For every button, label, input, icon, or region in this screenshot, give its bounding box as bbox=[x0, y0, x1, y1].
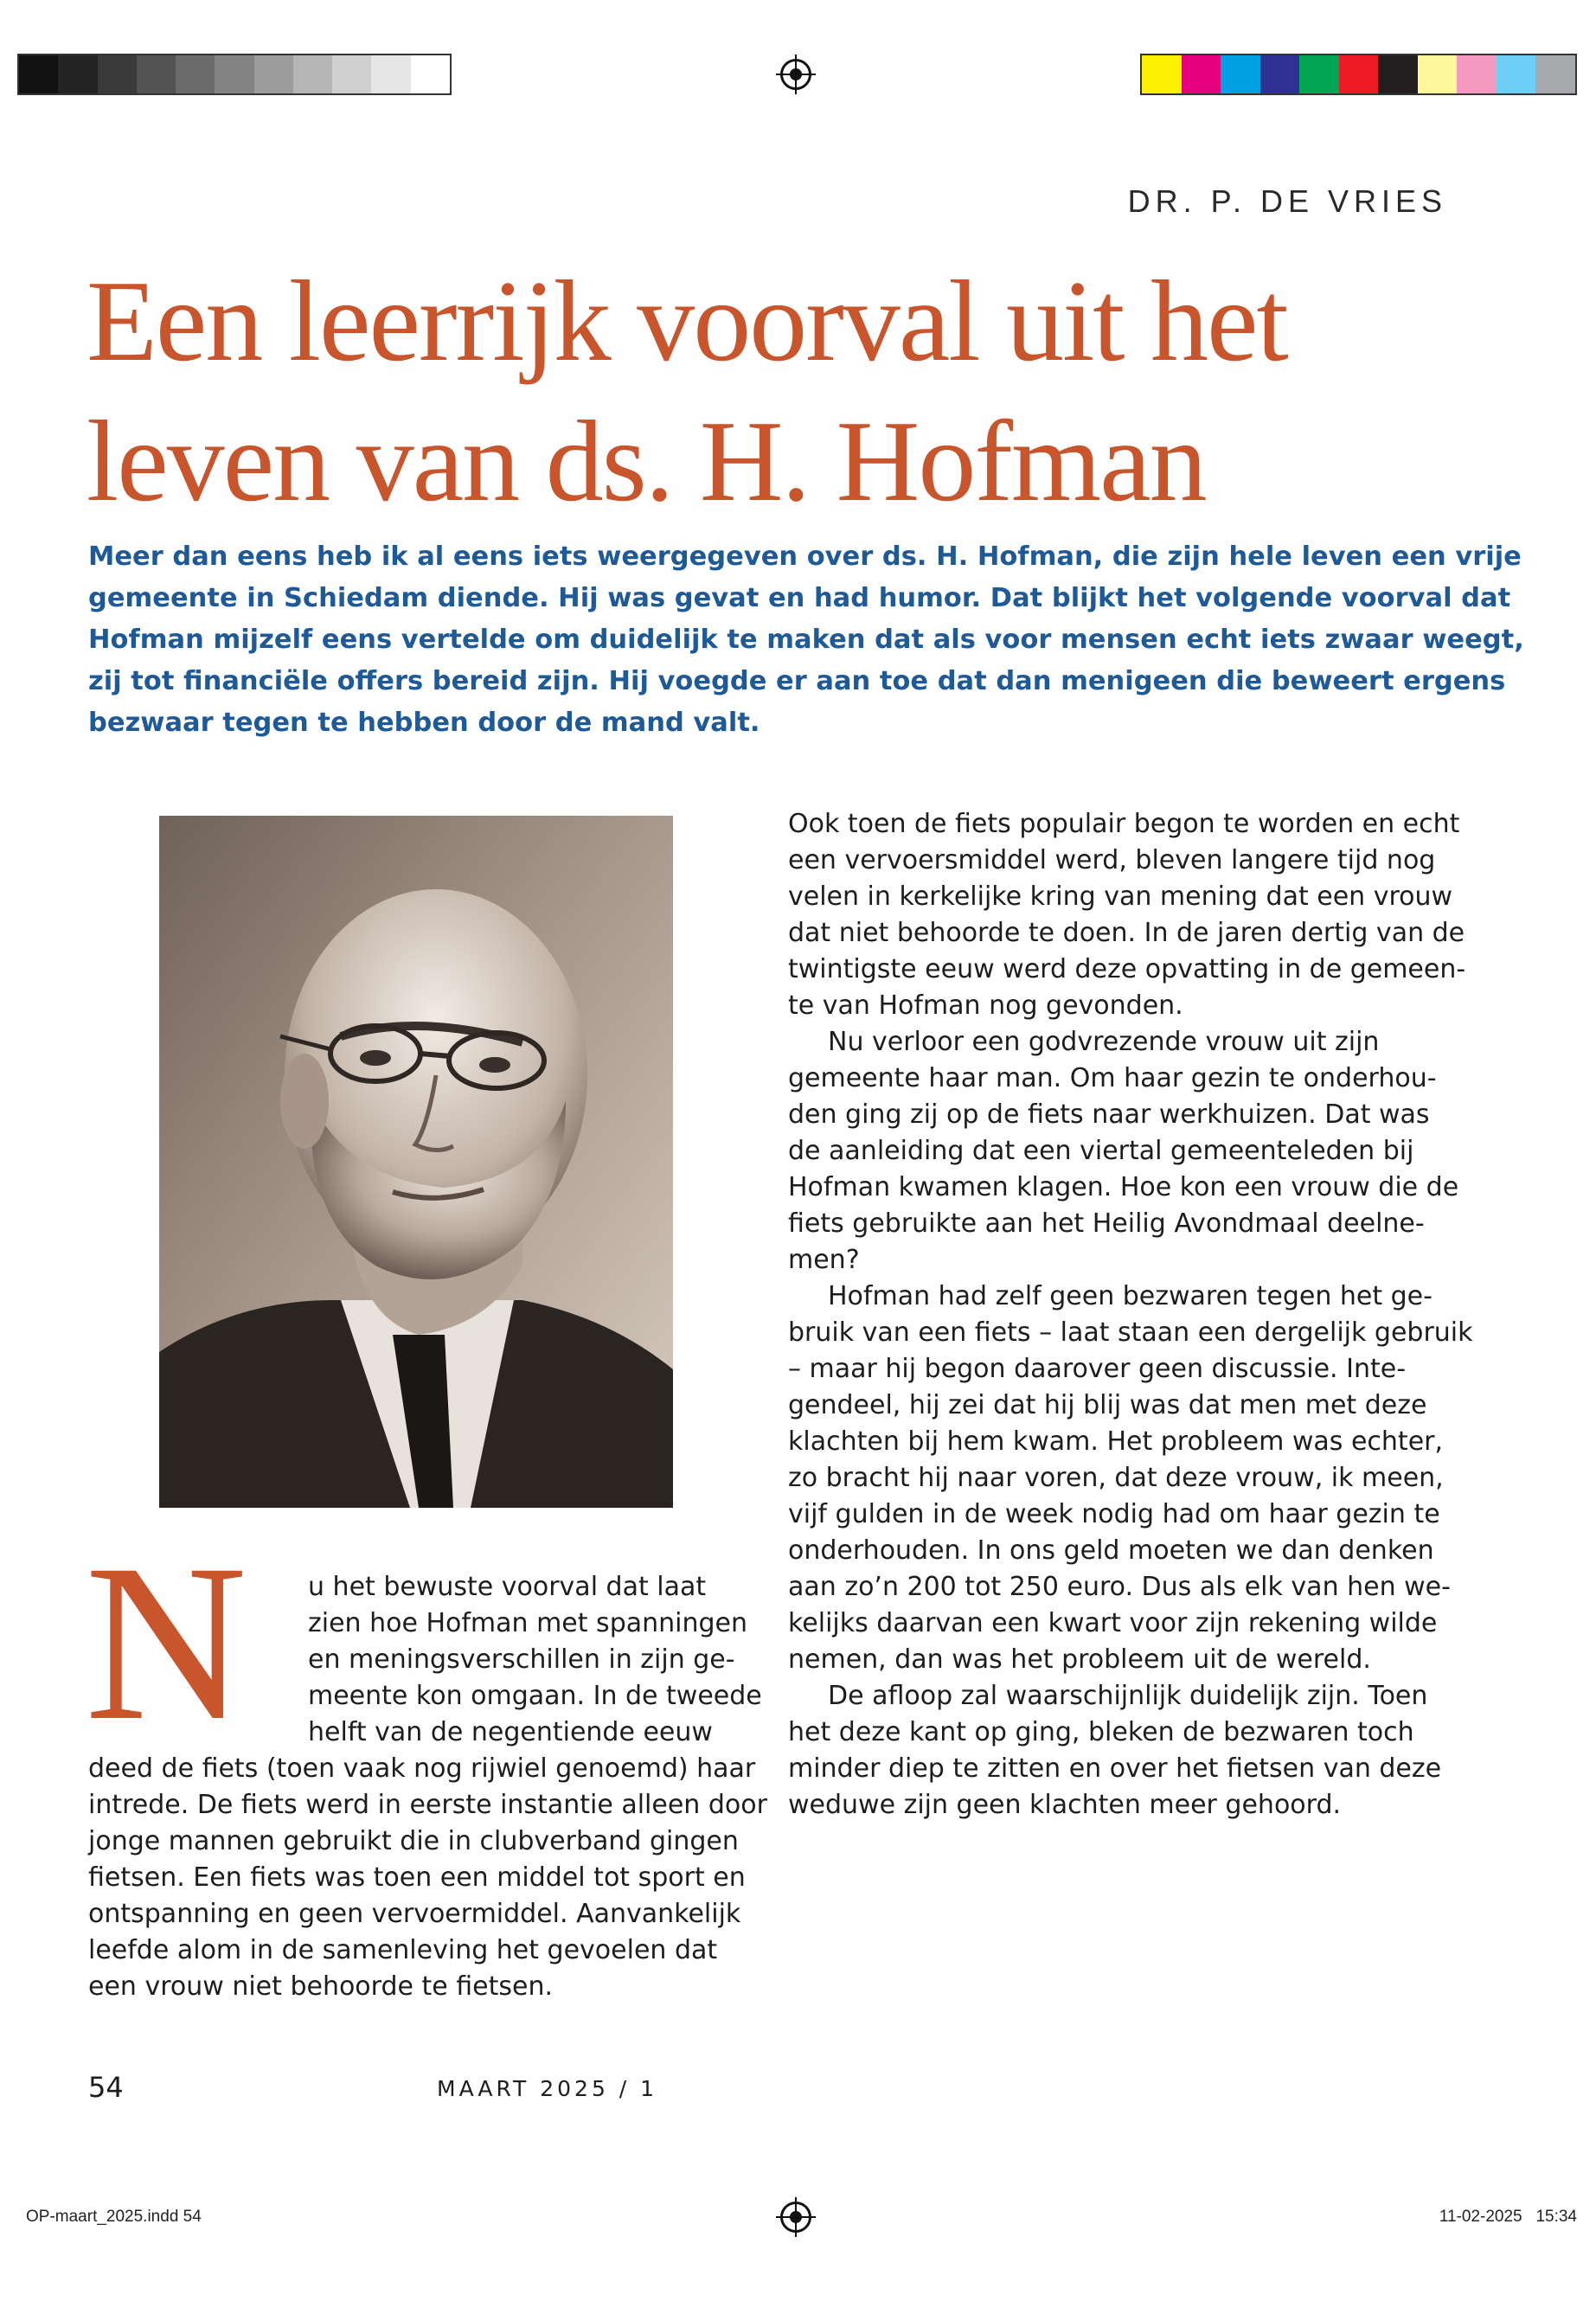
body-line: Nu verloor een godvrezende vrouw uit zijn bbox=[828, 1027, 1380, 1057]
body-line: kelijks daarvan een kwart voor zijn rekening wilde bbox=[788, 1608, 1438, 1638]
body-line: gemeente haar man. Om haar gezin te onderhou- bbox=[788, 1063, 1437, 1093]
body-line: fiets gebruikte aan het Heilig Avondmaal deelne- bbox=[788, 1208, 1425, 1239]
print-slug-file: OP-maart_2025.indd 54 bbox=[26, 2208, 202, 2226]
author-name: DR. P. DE VRIES bbox=[1127, 183, 1447, 219]
body-line: men? bbox=[788, 1245, 860, 1275]
lead-line: zij tot financiële offers bereid zijn. Hij voegde er aan toe dat dan menigeen die beweert ergens bbox=[88, 666, 1506, 696]
body-line: den ging zij op de fiets naar werkhuizen. Dat was bbox=[788, 1099, 1430, 1130]
body-line: Hofman had zelf geen bezwaren tegen het ge- bbox=[828, 1281, 1433, 1311]
body-text-column-1-intro bbox=[308, 1569, 762, 1751]
body-line: bruik van een fiets – laat staan een dergelijk gebruik bbox=[788, 1317, 1473, 1348]
portrait-photo bbox=[159, 816, 673, 1508]
issue-label: MAART 2025 / 1 bbox=[437, 2076, 658, 2101]
title-line: Een leerrijk voorval uit het bbox=[87, 257, 1287, 385]
drop-cap: N bbox=[85, 1518, 247, 1767]
body-line: klachten bij hem kwam. Het probleem was echter, bbox=[788, 1426, 1444, 1457]
body-line: een vrouw niet behoorde te fietsen. bbox=[88, 1971, 554, 2002]
body-text-column-1 bbox=[88, 1751, 767, 2005]
body-line: aan zo’n 200 tot 250 euro. Dus als elk van hen we- bbox=[788, 1572, 1451, 1602]
print-slug-datetime: 11-02-2025 15:34 bbox=[1439, 2208, 1577, 2226]
body-line: jonge mannen gebruikt die in clubverband gingen bbox=[88, 1826, 739, 1856]
lead-line: Hofman mijzelf eens vertelde om duidelijk te maken dat als voor mensen echt iets zwaar weegt, bbox=[88, 625, 1524, 655]
body-line: en meningsverschillen in zijn ge- bbox=[308, 1644, 735, 1675]
body-text-column-2 bbox=[788, 806, 1473, 1823]
body-line: minder diep te zitten en over het fietsen van deze bbox=[788, 1753, 1442, 1784]
color-calibration-bar bbox=[1140, 54, 1577, 95]
body-line: leefde alom in de samenleving het gevoelen dat bbox=[88, 1935, 718, 1965]
body-line: dat niet behoorde te doen. In de jaren dertig van de bbox=[788, 918, 1465, 948]
body-line: zo bracht hij naar voren, dat deze vrouw, ik meen, bbox=[788, 1463, 1444, 1493]
body-line: velen in kerkelijke kring van mening dat een vrouw bbox=[788, 881, 1453, 912]
title-line: leven van ds. H. Hofman bbox=[87, 397, 1206, 525]
body-line: intrede. De fiets werd in eerste instantie alleen door bbox=[88, 1790, 767, 1820]
body-line: vijf gulden in de week nodig had om haar gezin te bbox=[788, 1499, 1440, 1529]
registration-mark-icon bbox=[780, 2202, 811, 2233]
lead-line: gemeente in Schiedam diende. Hij was gevat en had humor. Dat blijkt het volgende voorval dat bbox=[88, 583, 1511, 613]
grayscale-calibration-bar bbox=[17, 54, 452, 95]
body-line: een vervoersmiddel werd, bleven langere tijd nog bbox=[788, 845, 1436, 875]
lead-line: Meer dan eens heb ik al eens iets weergegeven over ds. H. Hofman, die zijn hele leven een vrije bbox=[88, 542, 1522, 572]
registration-mark-icon bbox=[780, 59, 811, 90]
lead-line: bezwaar tegen te hebben door de mand valt. bbox=[88, 708, 760, 738]
body-line: weduwe zijn geen klachten meer gehoord. bbox=[788, 1790, 1342, 1820]
body-line: Ook toen de fiets populair begon te worden en echt bbox=[788, 809, 1460, 839]
body-line: ontspanning en geen vervoermiddel. Aanvankelijk bbox=[88, 1899, 741, 1929]
body-line: zien hoe Hofman met spanningen bbox=[308, 1608, 748, 1638]
body-line: het deze kant op ging, bleken de bezwaren toch bbox=[788, 1717, 1414, 1747]
body-line: De afloop zal waarschijnlijk duidelijk zijn. Toen bbox=[828, 1681, 1428, 1711]
body-line: fietsen. Een fiets was toen een middel tot sport en bbox=[88, 1862, 746, 1893]
body-line: gendeel, hij zei dat hij blij was dat men met deze bbox=[788, 1390, 1427, 1420]
body-line: twintigste eeuw werd deze opvatting in de gemeen- bbox=[788, 954, 1466, 984]
body-line: helft van de negentiende eeuw bbox=[308, 1717, 713, 1747]
body-line: onderhouden. In ons geld moeten we dan denken bbox=[788, 1535, 1434, 1566]
body-line: de aanleiding dat een viertal gemeenteleden bij bbox=[788, 1136, 1414, 1166]
body-line: te van Hofman nog gevonden. bbox=[788, 990, 1183, 1021]
body-line: meente kon omgaan. In de tweede bbox=[308, 1681, 762, 1711]
body-line: nemen, dan was het probleem uit de wereld. bbox=[788, 1644, 1371, 1675]
body-line: – maar hij begon daarover geen discussie. Inte- bbox=[788, 1354, 1407, 1384]
body-line: deed de fiets (toen vaak nog rijwiel genoemd) haar bbox=[88, 1753, 756, 1784]
article-lead bbox=[88, 536, 1524, 744]
body-line: Hofman kwamen klagen. Hoe kon een vrouw die de bbox=[788, 1172, 1459, 1202]
body-line: u het bewuste voorval dat laat bbox=[308, 1572, 707, 1602]
page-number: 54 bbox=[88, 2071, 124, 2104]
article-title bbox=[87, 251, 1471, 531]
